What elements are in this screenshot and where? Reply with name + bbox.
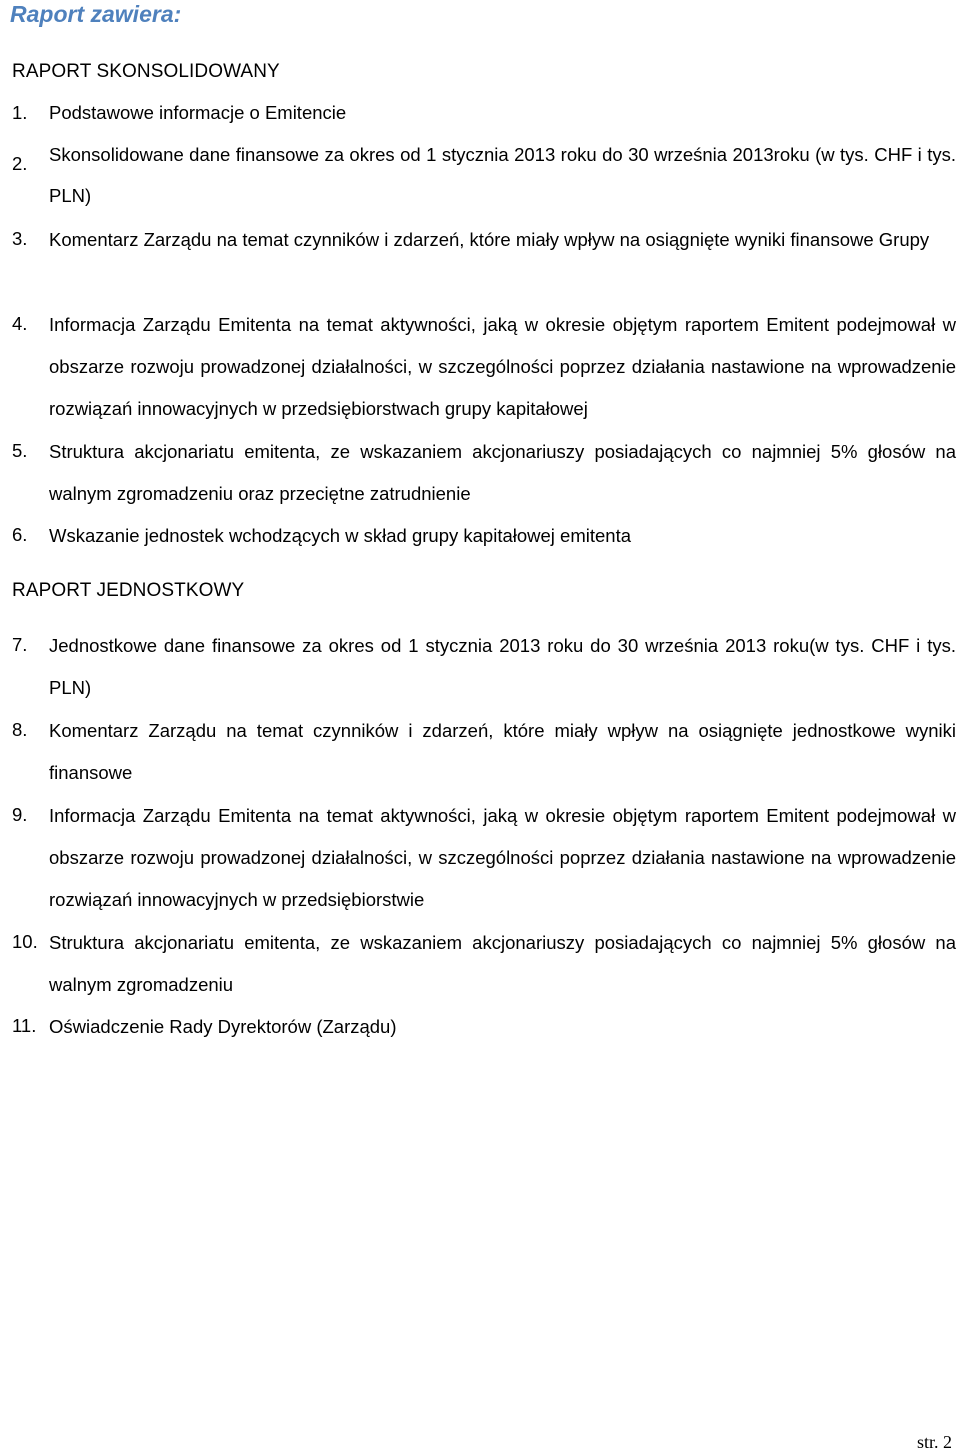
list-item [12, 440, 956, 515]
item-text: Wskazanie jednostek wchodzących w skład grupy kapitałowej emitenta [49, 525, 632, 546]
list-item [12, 524, 956, 557]
list-item [12, 634, 956, 709]
item-number: 7. [12, 634, 28, 655]
item-text: Struktura akcjonariatu emitenta, ze wskazaniem akcjonariuszy posiadających co najmniej 5% głosów na walnym zgromadzeniu [49, 932, 956, 995]
item-number: 3. [12, 228, 28, 249]
list-item [12, 143, 956, 216]
item-number: 8. [12, 719, 28, 740]
list-item [12, 228, 956, 261]
item-number: 5. [12, 440, 28, 461]
list-item [12, 1015, 956, 1048]
list-item [12, 313, 956, 430]
item-text: Komentarz Zarządu na temat czynników i zdarzeń, które miały wpływ na osiągnięte wyniki finansowe Grupy [49, 229, 930, 250]
item-number: 6. [12, 524, 28, 545]
item-text: Skonsolidowane dane finansowe za okres od 1 stycznia 2013 roku do 30 września 2013roku (w tys. CHF i tys. PLN) [49, 144, 956, 206]
item-number: 9. [12, 804, 28, 825]
section-heading-standalone: RAPORT JEDNOSTKOWY [12, 580, 245, 601]
item-number: 1. [12, 102, 28, 123]
item-text: Jednostkowe dane finansowe za okres od 1 stycznia 2013 roku do 30 września 2013 roku(w tys. CHF i tys. PLN) [49, 635, 956, 698]
item-number: 10. [12, 931, 38, 952]
section-heading-consolidated: RAPORT SKONSOLIDOWANY [12, 61, 280, 82]
item-text: Podstawowe informacje o Emitencie [49, 102, 347, 123]
list-item [12, 931, 956, 1006]
item-text: Struktura akcjonariatu emitenta, ze wskazaniem akcjonariuszy posiadających co najmniej 5% głosów na walnym zgromadzeniu oraz przeciętne zatrudnienie [49, 441, 956, 504]
item-text: Informacja Zarządu Emitenta na temat aktywności, jaką w okresie objętym raportem Emitent podejmował w obszarze rozwoju prowadzonej działalności, w szczególności poprzez działania nastawione na wprowadzenie rozwiązań innowacyjnych w przedsiębiorstwie [49, 805, 956, 910]
item-number: 2. [12, 153, 28, 174]
page-title: Raport zawiera: [10, 1, 182, 27]
item-text: Komentarz Zarządu na temat czynników i zdarzeń, które miały wpływ na osiągnięte jednostkowe wyniki finansowe [49, 720, 956, 783]
item-number: 11. [12, 1015, 37, 1036]
item-number: 4. [12, 313, 28, 334]
list-item [12, 719, 956, 794]
list-item [12, 101, 956, 125]
item-text: Oświadczenie Rady Dyrektorów (Zarządu) [49, 1016, 397, 1037]
list-item [12, 804, 956, 921]
page-number: str. 2 [916, 1432, 952, 1452]
item-text: Informacja Zarządu Emitenta na temat aktywności, jaką w okresie objętym raportem Emitent podejmował w obszarze rozwoju prowadzonej działalności, w szczególności poprzez działania nastawione na wprowadzenie rozwiązań innowacyjnych w przedsiębiorstwach grupy kapitałowej [49, 314, 956, 419]
